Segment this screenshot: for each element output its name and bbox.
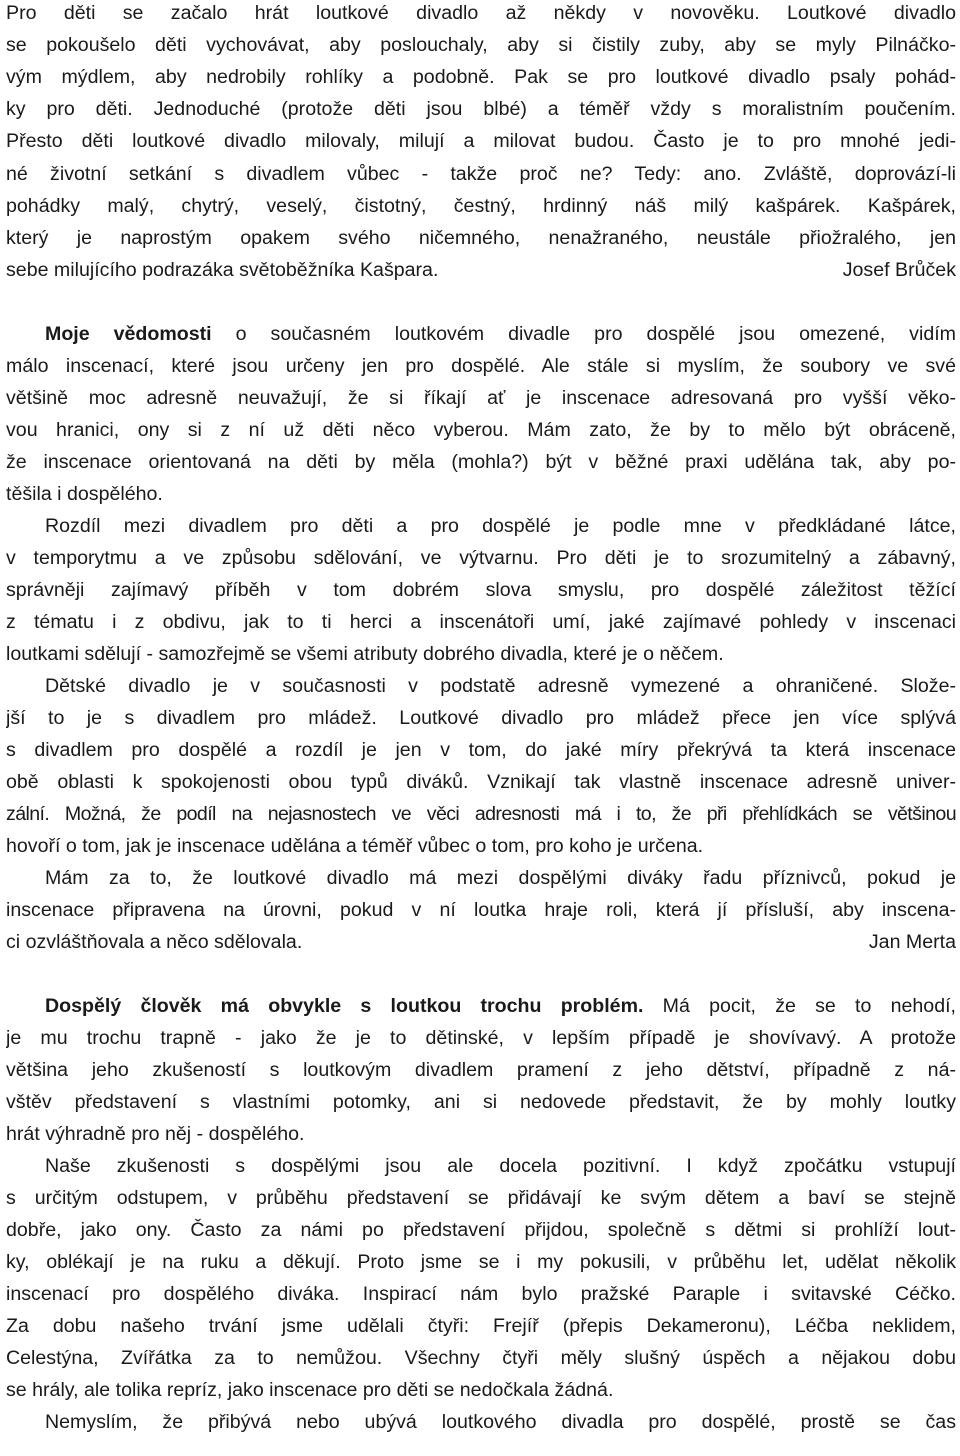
text-line: pohádky malý, chytrý, veselý, čistotný, čestný, hrdinný náš milý kašpárek. Kašpárek, [6, 195, 956, 217]
text-line: inscenace připravena na úrovni, pokud v ní loutka hraje roli, která jí přísluší, aby inscena- [6, 899, 956, 921]
text-line: Naše zkušenosti s dospělými jsou ale docela pozitivní. I když zpočátku vstupují [45, 1155, 956, 1177]
text-line: Rozdíl mezi divadlem pro děti a pro dospělé je podle mne v předkládané látce, [45, 515, 956, 537]
text-line: Za dobu našeho trvání jsme udělali čtyři: Frejíř (přepis Dekameronu), Léčba neklidem, [6, 1315, 956, 1337]
text-line-with-signature [6, 254, 956, 286]
text-line: Dětské divadlo je v současnosti v podstatě adresně vymezené a ohraničené. Slože- [45, 675, 956, 697]
paragraph-end-text: ci ozvláštňovala a něco sdělovala. [6, 931, 303, 953]
text-line: že inscenace orientovaná na děti by měla (mohla?) být v běžné praxi udělána tak, aby po- [6, 451, 956, 473]
text-line: Celestýna, Zvířátka za to nemůžou. Všechny čtyři měly slušný úspěch a nějakou dobu [6, 1347, 956, 1369]
text-line: hrát výhradně pro něj - dospělého. [6, 1123, 305, 1145]
text-line: vštěv představení s vlastními potomky, ani si nedovede představit, že by mohly loutky [6, 1091, 956, 1113]
text-line: Pro děti se začalo hrát loutkové divadlo až někdy v novověku. Loutkové divadlo [6, 2, 956, 24]
text-line [45, 990, 956, 1022]
text-line: se hrály, ale tolika repríz, jako inscenace pro děti se nedočkala žádná. [6, 1379, 614, 1401]
text-line: né životní setkání s divadlem vůbec - takže proč ne? Tedy: ano. Zvláště, doprovází-li [6, 163, 956, 185]
text-line: většina jeho zkušeností s loutkovým divadlem pramení z jeho dětství, případně z ná- [6, 1059, 956, 1081]
text-line: vým mýdlem, aby nedrobily rohlíky a podobně. Pak se pro loutkové divadlo psaly pohád- [6, 66, 956, 88]
text-line: ky pro děti. Jednoduché (protože děti jsou blbé) a téměř vždy s moralistním poučením. [6, 98, 956, 120]
text-line: málo inscenací, které jsou určeny jen pro dospělé. Ale stále si myslím, že soubory ve své [6, 355, 956, 377]
text-line-with-signature [6, 926, 956, 958]
text-line: Přesto děti loutkové divadlo milovaly, milují a milovat budou. Často je to pro mnohé jedi- [6, 130, 956, 152]
text-line: se pokoušelo děti vychovávat, aby poslouchaly, aby si čistily zuby, aby se myly Pilnáčko- [6, 34, 956, 56]
text-line: je mu trochu trapně - jako že je to dětinské, v lepším případě je shovívavý. A protože [6, 1027, 956, 1049]
text-line: většině moc adresně neuvažují, že si říkají ať je inscenace adresovaná pro vyšší věko- [6, 387, 956, 409]
text-line: Mám za to, že loutkové divadlo má mezi dospělými diváky řadu příznivců, pokud je [45, 867, 956, 889]
author-signature: Jan Merta [868, 931, 956, 953]
text-line: obě oblasti k spokojenosti obou typů diváků. Vznikají tak vlastně inscenace adresně univer- [6, 771, 956, 793]
lead-heading: Moje vědomosti [45, 323, 212, 345]
text-line: který je naprostým opakem svého ničemného, nenažraného, neustále přiožralého, jen [6, 227, 956, 249]
text-line: těšila i dospělého. [6, 483, 163, 505]
text-line: jší to je s divadlem pro mládež. Loutkové divadlo pro mládež přece jen více splývá [6, 707, 956, 729]
text-line: dobře, jako ony. Často za námi po představení přijdou, společně s dětmi si prohlíží lout- [6, 1219, 956, 1241]
author-signature: Josef Brůček [842, 259, 956, 281]
text-line: Nemyslím, že přibývá nebo ubývá loutkového divadla pro dospělé, prostě se čas [45, 1411, 956, 1433]
lead-heading: Dospělý člověk má obvykle s loutkou trochu problém. [45, 995, 644, 1017]
text-line: loutkami sdělují - samozřejmě se všemi atributy dobrého divadla, které je o něčem. [6, 643, 724, 665]
text-line [45, 318, 956, 350]
text-line: v temporytmu a ve způsobu sdělování, ve výtvarnu. Pro děti je to srozumitelný a zábavný, [6, 547, 956, 569]
lead-text: Má pocit, že se to nehodí, [643, 995, 956, 1017]
text-line: z tématu i z obdivu, jak to ti herci a inscenátoři umí, jaké zajímavé pohledy v inscenaci [6, 611, 956, 633]
text-line: zální. Možná, že podíl na nejasnostech ve věci adresnosti má i to, že při přehlídkách se většinou [6, 803, 956, 825]
text-line: s divadlem pro dospělé a rozdíl je jen v tom, do jaké míry překrývá ta která inscenace [6, 739, 956, 761]
lead-text: o současném loutkovém divadle pro dospělé jsou omezené, vidím [211, 323, 956, 345]
text-line: inscenací pro dospělého diváka. Inspirací nám bylo pražské Paraple i svitavské Céčko. [6, 1283, 956, 1305]
text-line: vou hranici, ony si z ní už děti něco vyberou. Mám zato, že by to mělo být obráceně, [6, 419, 956, 441]
text-line: hovoří o tom, jak je inscenace udělána a téměř vůbec o tom, pro koho je určena. [6, 835, 704, 857]
text-line: ky, oblékají je na ruku a děkují. Proto jsme se i my pokusili, v průběhu let, udělat několik [6, 1251, 956, 1273]
text-line: s určitým odstupem, v průběhu představení se přidávají ke svým dětem a baví se stejně [6, 1187, 956, 1209]
paragraph-end-text: sebe milujícího podrazáka světoběžníka Kašpara. [6, 259, 439, 281]
text-line: správněji zajímavý příběh v tom dobrém slova smyslu, pro dospělé záležitost těžící [6, 579, 956, 601]
